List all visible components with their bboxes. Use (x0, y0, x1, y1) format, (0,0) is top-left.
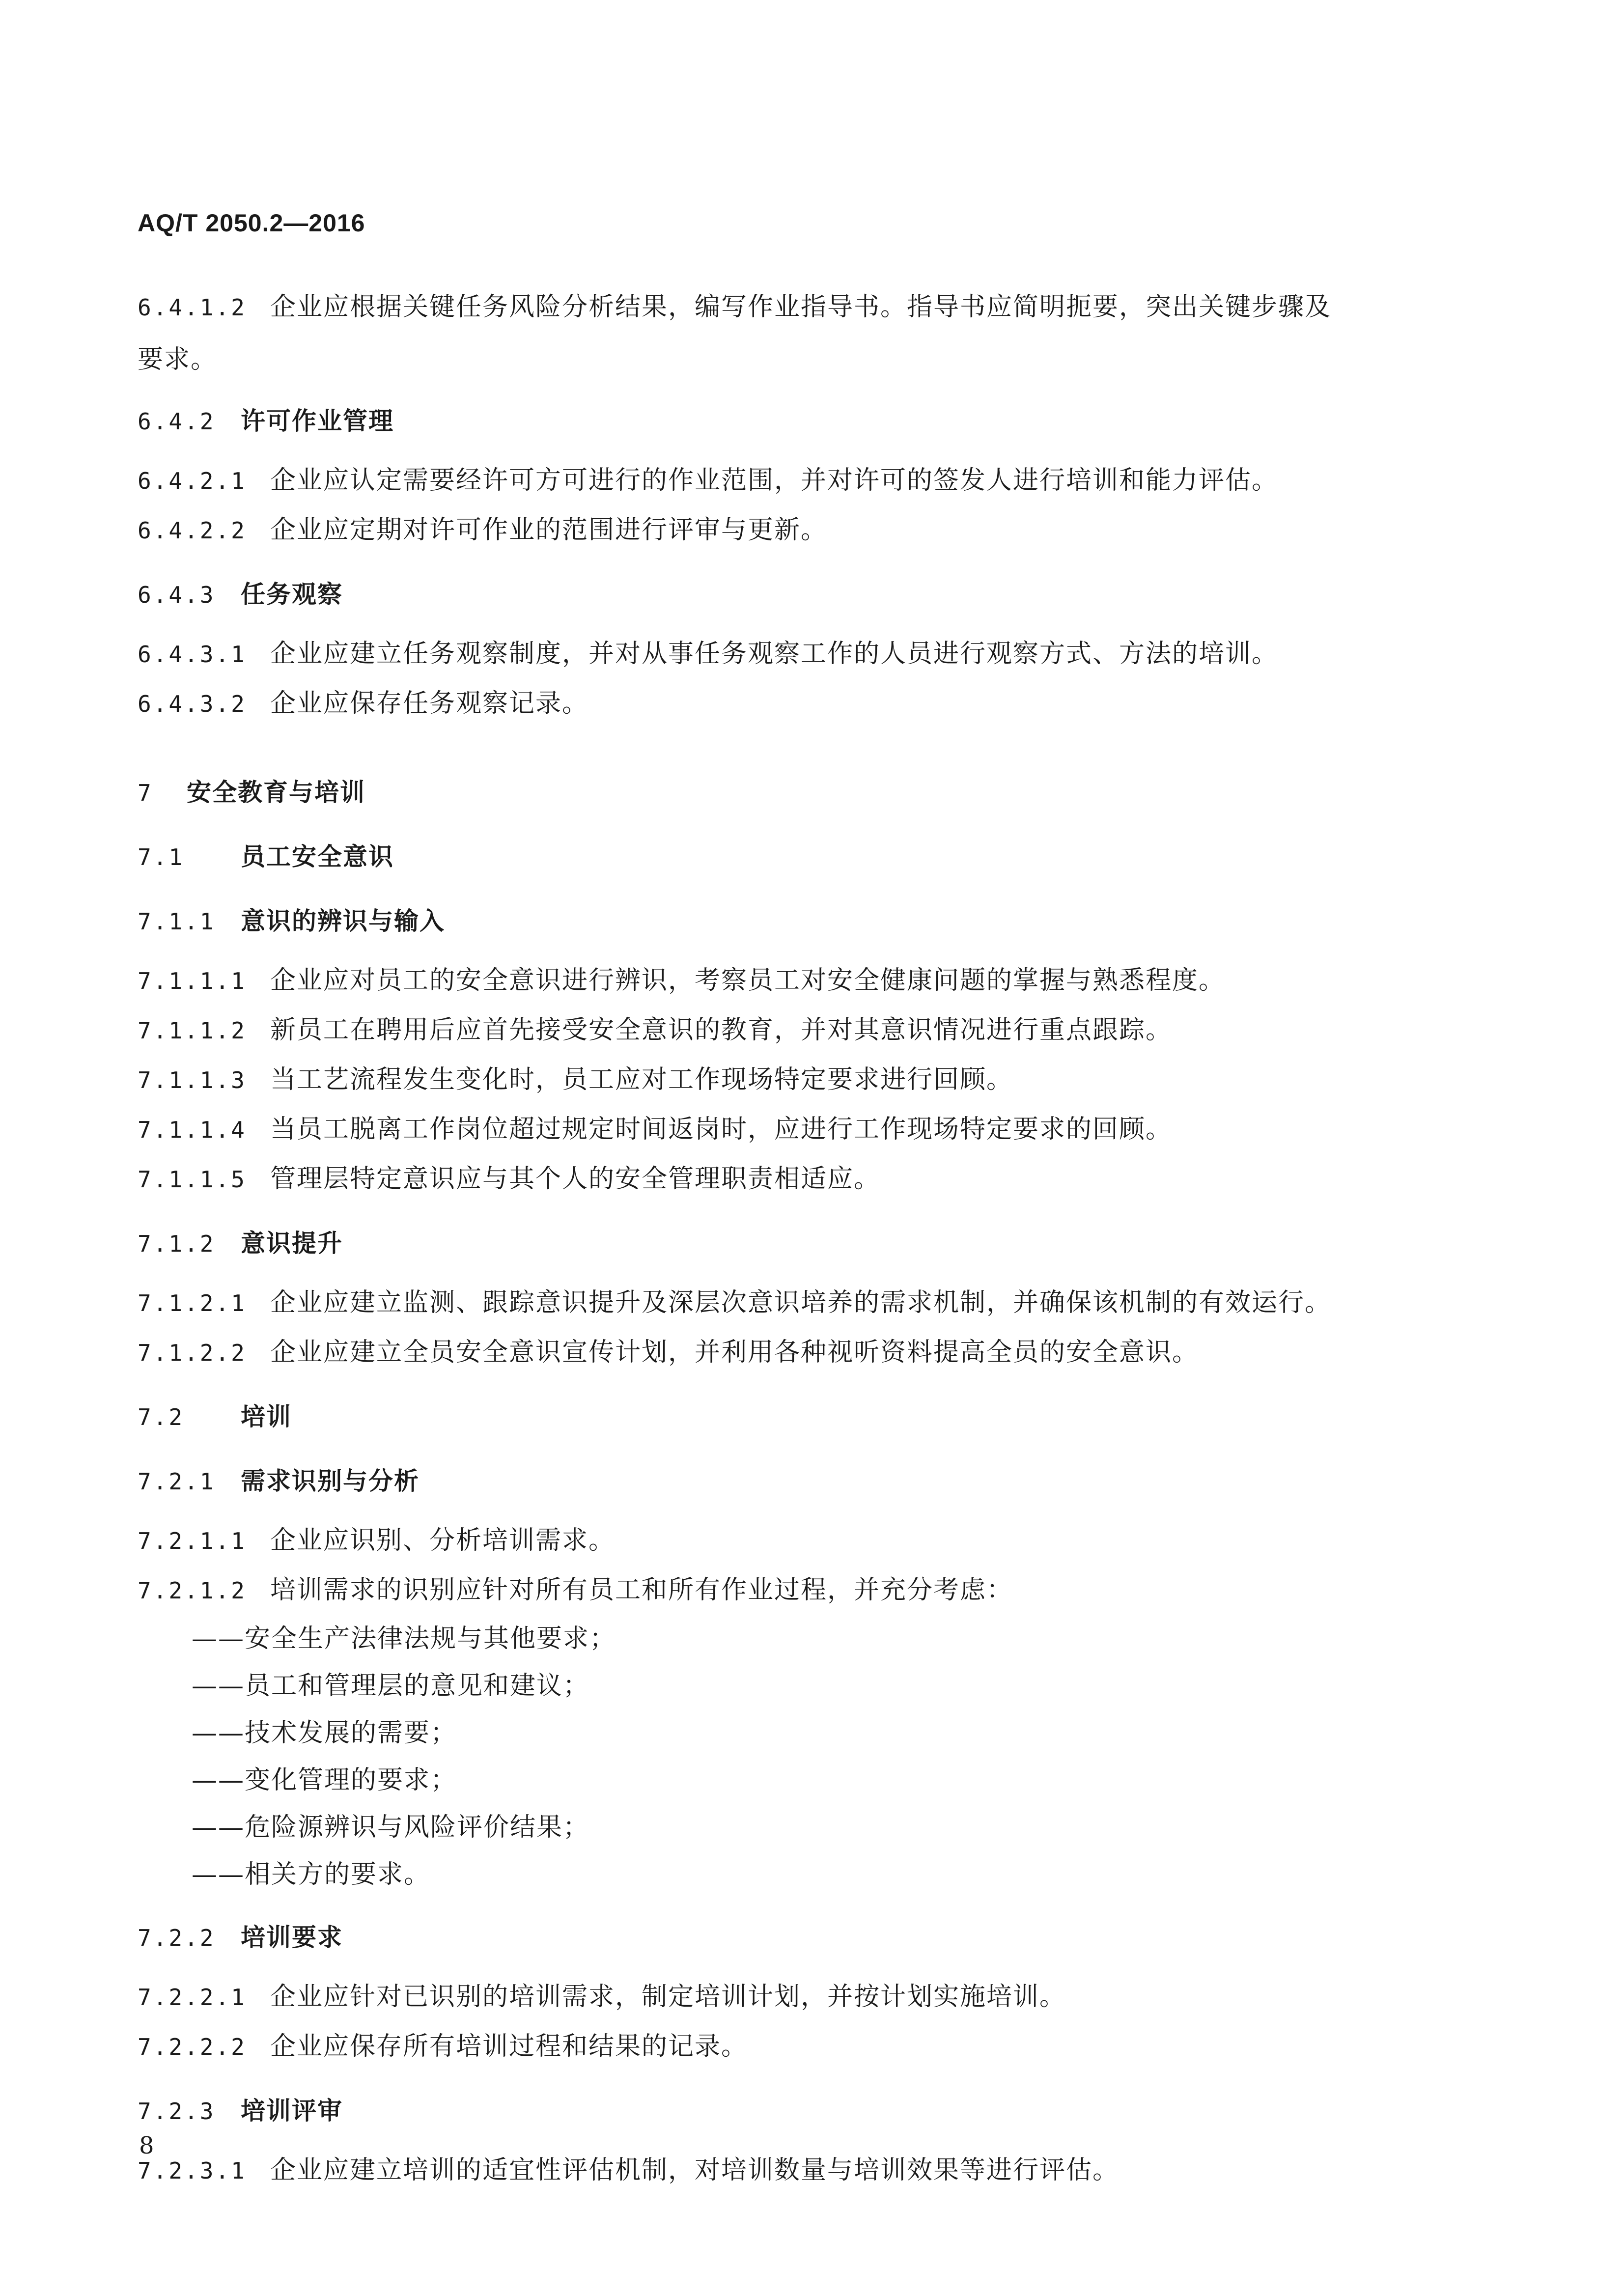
clause-number: 7.2.2.1 (138, 1984, 247, 2011)
clause-7-1-1-5 (138, 1154, 1464, 1204)
heading-7-2-3 (138, 2086, 1464, 2136)
clause-text: 当员工脱离工作岗位超过规定时间返岗时，应进行工作现场特定要求的回顾。 (270, 1115, 1173, 1144)
document-body (138, 282, 1464, 2195)
clause-number: 7.2.2.2 (138, 2034, 247, 2060)
heading-7-1-2 (138, 1219, 1464, 1268)
heading-number: 7.2.2 (138, 1925, 216, 1951)
heading-7-2 (138, 1392, 1464, 1442)
clause-7-1-1-3 (138, 1055, 1464, 1105)
list-item: ——技术发展的需要； (192, 1718, 457, 1748)
clause-number: 6.4.2.2 (138, 517, 247, 544)
list-item: ——安全生产法律法规与其他要求； (192, 1624, 616, 1653)
clause-number: 7.1.1.5 (138, 1166, 247, 1193)
list-item: ——危险源辨识与风险评价结果； (192, 1813, 590, 1842)
clause-text: 企业应定期对许可作业的范围进行评审与更新。 (270, 515, 828, 545)
heading-chapter-7 (138, 768, 1464, 817)
clause-number: 6.4.1.2 (138, 294, 247, 321)
clause-7-1-2-1 (138, 1278, 1464, 1328)
clause-7-2-3-1 (138, 2146, 1464, 2195)
clause-7-1-1-4 (138, 1105, 1464, 1154)
heading-number: 7.1.1 (138, 908, 216, 935)
clause-6-4-3-2 (138, 679, 1464, 728)
clause-text: 企业应建立监测、跟踪意识提升及深层次意识培养的需求机制，并确保该机制的有效运行。 (270, 1288, 1332, 1317)
clause-text: 企业应根据关键任务风险分析结果，编写作业指导书。指导书应简明扼要，突出关键步骤及 (270, 292, 1332, 322)
clause-text: 企业应对员工的安全意识进行辨识，考察员工对安全健康问题的掌握与熟悉程度。 (270, 966, 1226, 995)
heading-text: 培训要求 (241, 1923, 343, 1952)
clause-text: 培训需求的识别应针对所有员工和所有作业过程，并充分考虑： (270, 1575, 1013, 1605)
heading-number: 6.4.3 (138, 582, 216, 608)
heading-6-4-3 (138, 570, 1464, 619)
clause-number: 6.4.2.1 (138, 468, 247, 494)
heading-number: 7.2 (138, 1404, 185, 1430)
clause-number: 7.2.3.1 (138, 2157, 247, 2184)
clause-text: 企业应识别、分析培训需求。 (270, 1526, 616, 1555)
heading-number: 7.2.1 (138, 1468, 216, 1495)
heading-text: 任务观察 (241, 580, 343, 609)
heading-text: 意识提升 (241, 1229, 343, 1258)
clause-number: 7.1.1.3 (138, 1067, 247, 1093)
heading-number: 7 (138, 780, 153, 806)
clause-text: 企业应保存所有培训过程和结果的记录。 (270, 2032, 748, 2061)
clause-number: 7.1.1.4 (138, 1117, 247, 1143)
clause-6-4-2-1 (138, 456, 1464, 505)
clause-text: 企业应认定需要经许可方可进行的作业范围，并对许可的签发人进行培训和能力评估。 (270, 466, 1279, 495)
heading-number: 7.2.3 (138, 2098, 216, 2125)
heading-text: 培训评审 (241, 2097, 343, 2125)
standard-code: AQ/T 2050.2—2016 (138, 209, 365, 237)
heading-text: 需求识别与分析 (241, 1467, 420, 1495)
clause-6-4-1-2 (138, 282, 1464, 382)
clause-text: 企业应建立培训的适宜性评估机制，对培训数量与培训效果等进行评估。 (270, 2155, 1120, 2185)
heading-number: 7.1.2 (138, 1231, 216, 1257)
heading-text: 许可作业管理 (241, 407, 394, 435)
list-item: ——相关方的要求。 (192, 1860, 431, 1889)
clause-7-2-2-1 (138, 1972, 1464, 2022)
clause-7-1-1-1 (138, 956, 1464, 1006)
clause-text: 企业应建立全员安全意识宣传计划，并利用各种视听资料提高全员的安全意识。 (270, 1338, 1199, 1367)
clause-number: 7.2.1.1 (138, 1528, 247, 1554)
heading-text: 安全教育与培训 (187, 778, 365, 807)
heading-text: 培训 (241, 1402, 292, 1431)
clause-7-1-1-2 (138, 1006, 1464, 1055)
heading-7-2-1 (138, 1456, 1464, 1506)
list-item: ——变化管理的要求； (192, 1765, 457, 1795)
heading-number: 7.1 (138, 844, 185, 870)
clause-number: 6.4.3.2 (138, 691, 247, 717)
clause-7-2-2-2 (138, 2022, 1464, 2071)
clause-7-1-2-2 (138, 1328, 1464, 1377)
heading-7-2-2 (138, 1913, 1464, 1962)
clause-number: 7.1.2.1 (138, 1290, 247, 1316)
heading-number: 6.4.2 (138, 408, 216, 435)
page-number: 8 (139, 2132, 154, 2159)
clause-number: 7.2.1.2 (138, 1577, 247, 1604)
clause-text: 新员工在聘用后应首先接受安全意识的教育，并对其意识情况进行重点跟踪。 (270, 1015, 1173, 1045)
clause-7-2-1-2 (138, 1566, 1464, 1615)
heading-text: 员工安全意识 (241, 842, 394, 871)
clause-text: 企业应建立任务观察制度，并对从事任务观察工作的人员进行观察方式、方法的培训。 (270, 639, 1279, 669)
heading-7-1 (138, 832, 1464, 882)
clause-number: 6.4.3.1 (138, 641, 247, 668)
clause-text: 管理层特定意识应与其个人的安全管理职责相适应。 (270, 1164, 881, 1194)
clause-text: 当工艺流程发生变化时，员工应对工作现场特定要求进行回顾。 (270, 1065, 1013, 1094)
clause-7-2-1-1 (138, 1516, 1464, 1566)
heading-6-4-2 (138, 396, 1464, 446)
clause-number: 7.1.1.2 (138, 1017, 247, 1044)
clause-number: 7.1.1.1 (138, 968, 247, 994)
heading-text: 意识的辨识与输入 (241, 907, 445, 935)
clause-6-4-2-2 (138, 505, 1464, 555)
clause-text: 企业应保存任务观察记录。 (270, 689, 589, 718)
clause-number: 7.1.2.2 (138, 1340, 247, 1366)
clause-6-4-3-1 (138, 629, 1464, 679)
heading-7-1-1 (138, 896, 1464, 946)
clause-text-continuation: 要求。 (138, 345, 218, 374)
clause-text: 企业应针对已识别的培训需求，制定培训计划，并按计划实施培训。 (270, 1982, 1066, 2012)
list-item: ——员工和管理层的意见和建议； (192, 1671, 590, 1701)
